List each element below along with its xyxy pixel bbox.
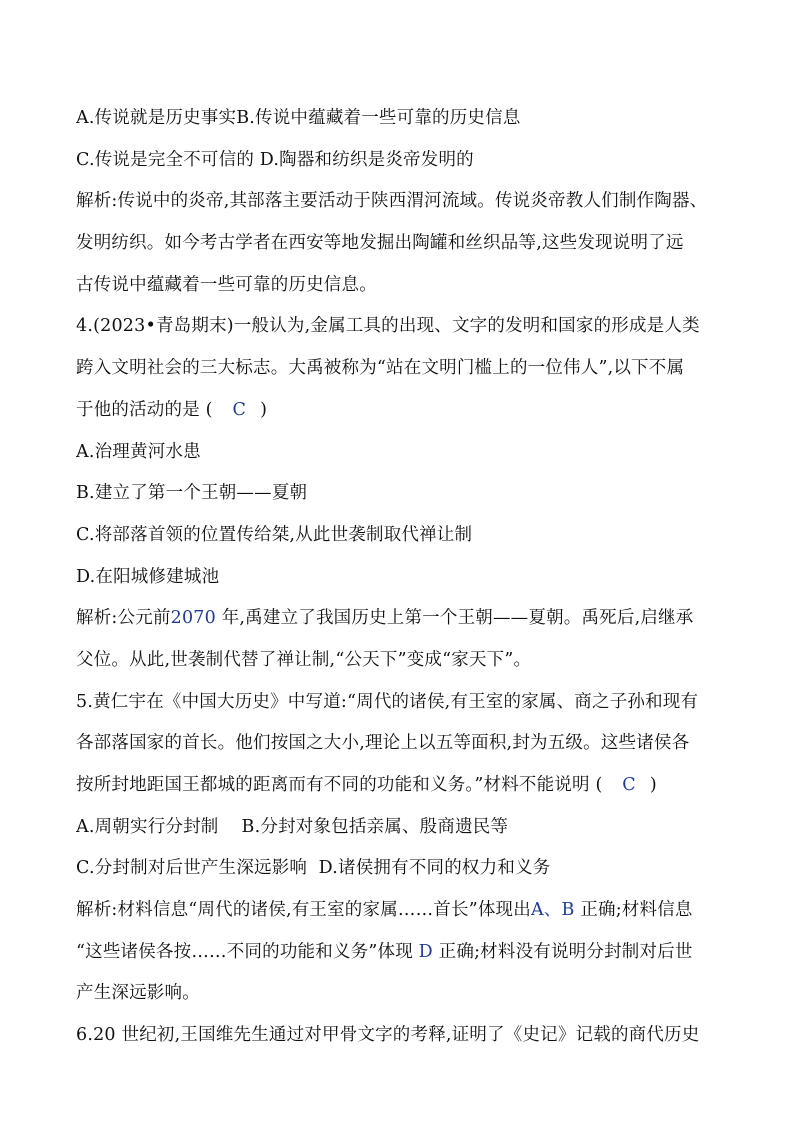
q4-analysis-line-2: 父位。从此,世袭制代替了禅让制,“公天下”变成“家天下”。 <box>76 649 532 670</box>
q4-stem-line-2: 跨入文明社会的三大标志。大禹被称为“站在文明门槛上的一位伟人”,以下不属 <box>76 358 685 379</box>
q5-options-cd: C.分封制对后世产生深远影响 D.诸侯拥有不同的权力和义务 <box>76 858 551 879</box>
q5-answer: C <box>622 775 636 795</box>
q5-stem-text: 按所封地距国王都城的距离而有不同的功能和义务。”材料不能说明 <box>76 775 590 795</box>
q5-analysis-line-3: 产生深远影响。 <box>76 983 200 1004</box>
q3-analysis-line-1: 解析:传说中的炎帝,其部落主要活动于陕西渭河流域。传说炎帝教人们制作陶器、 <box>76 191 708 212</box>
q3-options-ab: A.传说就是历史事实B.传说中蕴藏着一些可靠的历史信息 <box>76 108 521 128</box>
q3-options-cd: C.传说是完全不可信的 D.陶器和纺织是炎帝发明的 <box>76 149 474 170</box>
q4-stem-line-3: 于他的活动的是 ( C ) <box>76 399 268 420</box>
q5-stem-line-2: 各部落国家的首长。他们按国之大小,理论上以五等面积,封为五级。这些诸侯各 <box>76 733 690 754</box>
q5-analysis-text-2: 正确;材料信息 <box>580 900 693 921</box>
q4-stem-text: 于他的活动的是 <box>76 399 200 420</box>
q5-analysis-text: 解析:材料信息“周代的诸侯,有王室的家属……首长”体现出 <box>76 900 531 921</box>
q4-analysis-text: 解析:公元前 <box>76 608 171 629</box>
q4-option-a: A.治理黄河水患 <box>76 441 201 462</box>
q4-option-b: B.建立了第一个王朝——夏朝 <box>76 483 308 504</box>
q5-analysis-text-4: 正确;材料没有说明分封制对后世 <box>438 941 693 962</box>
q6-stem-line-1: 6.20 世纪初,王国维先生通过对甲骨文字的考释,证明了《史记》记载的商代历史 <box>76 1025 700 1046</box>
q5-analysis-text-3: “这些诸侯各按……不同的功能和义务”体现 <box>76 941 413 962</box>
q5-stem-line-3: 按所封地距国王都城的距离而有不同的功能和义务。”材料不能说明 ( C ) <box>76 775 657 795</box>
q4-analysis-year: 2070 <box>170 608 216 629</box>
document-page <box>76 98 726 1057</box>
q4-option-d: D.在阳城修建城池 <box>76 566 220 587</box>
q3-analysis-line-2: 发明纺织。如今考古学者在西安等地发掘出陶罐和丝织品等,这些发现说明了远 <box>76 233 684 254</box>
q5-options-ab: A.周朝实行分封制 B.分封对象包括亲属、殷商遗民等 <box>76 816 509 837</box>
q4-answer: C <box>232 399 247 420</box>
q5-analysis-ab: A、B <box>530 900 575 921</box>
q4-analysis-text-2: 年,禹建立了我国历史上第一个王朝——夏朝。禹死后,启继承 <box>221 608 694 629</box>
q4-option-c: C.将部落首领的位置传给桀,从此世袭制取代禅让制 <box>76 524 473 545</box>
q5-analysis-line-1 <box>76 890 726 932</box>
q5-analysis-d: D <box>418 941 433 962</box>
q5-stem-line-1: 5.黄仁宇在《中国大历史》中写道:“周代的诸侯,有王室的家属、商之子孙和现有 <box>76 691 699 712</box>
q5-analysis-line-2 <box>76 932 726 974</box>
q4-stem-line-1: 4.(2023•青岛期末)一般认为,金属工具的出现、文字的发明和国家的形成是人类 <box>76 316 700 337</box>
q4-analysis-line-1 <box>76 598 726 640</box>
q3-analysis-line-3: 古传说中蕴藏着一些可靠的历史信息。 <box>76 274 377 295</box>
